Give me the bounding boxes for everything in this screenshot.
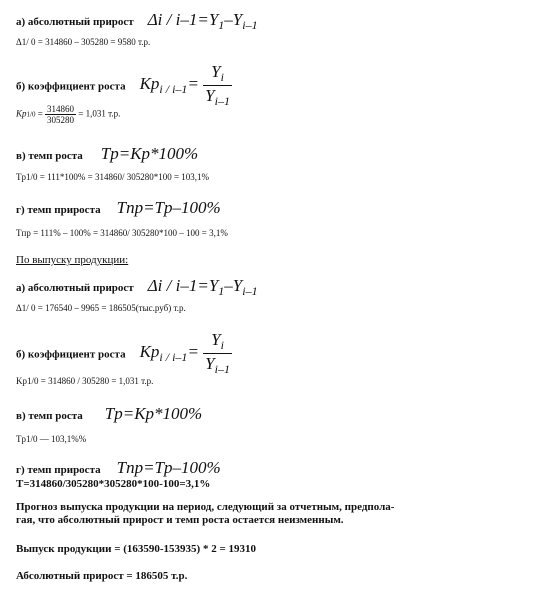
formula-rhs: =Y [197,276,219,295]
growth-coef-formula [139,62,232,108]
increase-rate-calc: Tпр = 111% – 100% = 314860/ 305280*100 – 100 = 3,1% [16,228,228,238]
growth-coef-label: б) коэффициент роста [16,80,126,93]
calc-suffix: = 1,031 т.р. [78,108,121,119]
forecast-text-2: гая, что абсолютный прирост и темп роста остается неизменным. [16,514,344,526]
growth-coef-formula [139,330,232,376]
growth-rate-line-2 [16,404,202,424]
formula-fraction [203,330,232,377]
output-forecast-line: Выпуск продукции = (163590-153935) * 2 = 19310 [16,543,256,555]
formula-rhs: =Y [197,10,219,29]
formula-sub: i / i–1 [159,82,188,97]
growth-rate-label: в) темп роста [16,410,83,422]
calc-prefix: Kp [16,108,27,119]
formula-eq: = [187,74,199,94]
growth-coef-line-2 [16,330,232,377]
section-heading: По выпуску продукции: [16,254,129,266]
formula-minus: –Y [224,10,243,29]
abs-growth-label: а) абсолютный прирост [16,16,134,28]
formula-lhs: Δi / i–1 [147,10,198,29]
formula-sub: i / i–1 [159,350,188,365]
formula-sub: i–1 [214,362,230,376]
forecast-text-1: Прогноз выпуска продукции на период, следующий за отчетным, предпола- [16,501,395,513]
frac-num: Y [211,62,221,81]
frac-num: Y [211,330,221,349]
growth-coef-calc: Kp1/0 = $\frac{314860}{305280}$ = 1,031 т.р. [16,104,121,125]
abs-growth-line-2 [16,276,258,299]
abs-growth-calc: Δ1/ 0 = 176540 – 9965 = 186505(тыс.руб) т.р. [16,303,186,313]
formula-sub: i–1 [242,284,258,298]
abs-growth-forecast-line: Абсолютный прирост = 186505 т.р. [16,570,188,582]
increase-rate-label: г) темп прироста [16,464,101,476]
growth-rate-formula: Tp=Kp*100% [104,404,203,423]
growth-rate-calc: Tp1/0 = 111*100% = 314860/ 305280*100 = 103,1% [16,172,210,182]
formula-minus: –Y [224,276,243,295]
formula-sub: i–1 [214,94,230,108]
formula-fraction [203,62,232,109]
formula-sub: 1 [218,284,225,298]
calc-sub: 1/0 [26,110,36,119]
abs-growth-line-1 [16,10,258,33]
abs-growth-label: а) абсолютный прирост [16,282,134,294]
abs-growth-formula [147,276,258,298]
growth-rate-calc: Tp1/0 — 103,1%% [16,434,87,444]
formula-eq: = [187,342,199,362]
increase-rate-result: T=314860/305280*305280*100-100=3,1% [16,478,211,490]
frac-num: 314860 [47,104,75,114]
formula-lhs: Kp [139,342,160,362]
growth-rate-label: в) темп роста [16,150,83,162]
increase-rate-formula: Tnp=Tp–100% [116,198,221,217]
formula-lhs: Δi / i–1 [147,276,198,295]
growth-coef-line-1 [16,62,232,109]
calc-fraction [45,104,76,125]
increase-rate-line-2 [16,458,221,478]
formula-sub: i [220,70,224,84]
formula-sub: i [220,338,224,352]
increase-rate-line-1 [16,198,221,218]
increase-rate-label: г) темп прироста [16,204,101,216]
formula-lhs: Kp [139,74,160,94]
frac-den: 305280 [47,115,75,125]
growth-coef-calc: Kp1/0 = 314860 / 305280 = 1,031 т.р. [16,376,154,386]
frac-den: Y [205,354,215,373]
increase-rate-formula: Tnp=Tp–100% [116,458,221,477]
formula-sub: 1 [218,18,225,32]
abs-growth-formula [147,10,258,32]
growth-rate-formula: Tp=Kp*100% [100,144,199,163]
formula-sub: i–1 [242,18,258,32]
growth-rate-line-1 [16,144,198,164]
frac-den: Y [205,86,215,105]
growth-coef-label: б) коэффициент роста [16,348,126,361]
abs-growth-calc: Δ1/ 0 = 314860 – 305280 = 9580 т.р. [16,37,151,47]
